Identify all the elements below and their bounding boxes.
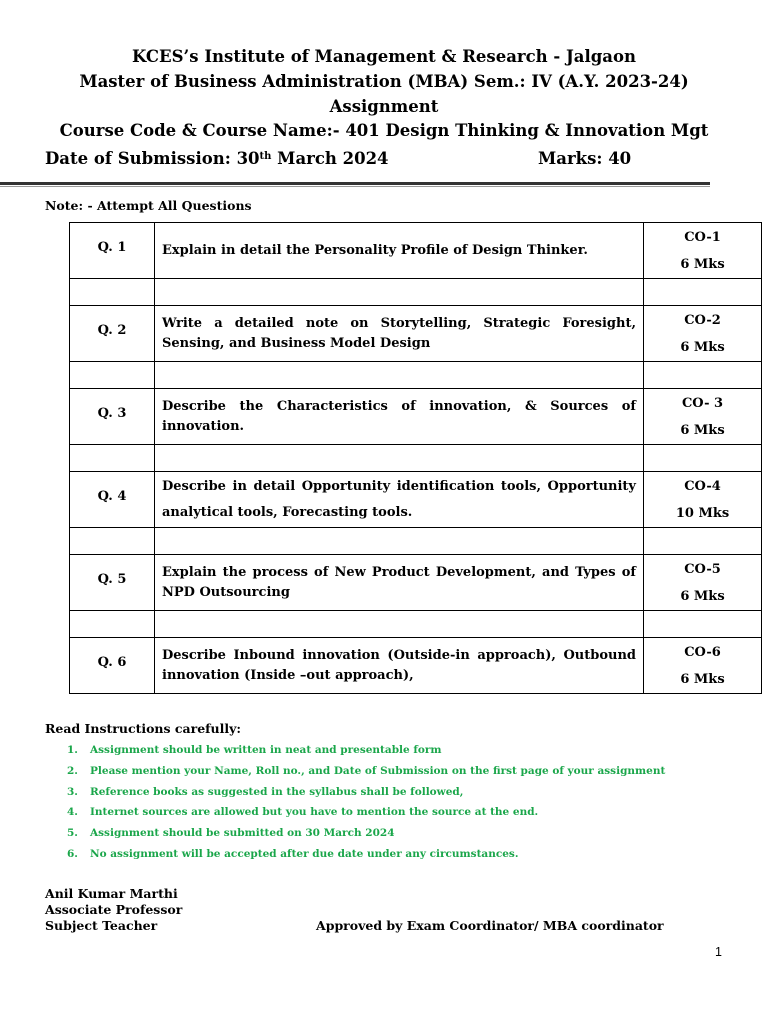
course-title: Course Code & Course Name:- 401 Design Thinking & Innovation Mgt [59, 121, 709, 140]
empty-cell [644, 279, 762, 306]
instruction-number: 1. [67, 744, 78, 756]
teacher-name: Anil Kumar Marthi [45, 886, 178, 901]
question-number-cell [70, 223, 155, 279]
question-row [70, 555, 762, 611]
question-marks: 6 Mks [680, 256, 725, 272]
question-marks: 6 Mks [680, 339, 725, 355]
submission-date [45, 147, 389, 171]
question-row [70, 472, 762, 528]
question-row [70, 389, 762, 445]
question-number: Q. 1 [97, 240, 127, 255]
instruction-text: Reference books as suggested in the syllabus shall be followed, [90, 785, 464, 798]
question-number: Q. 4 [97, 489, 127, 504]
empty-cell [155, 362, 644, 389]
question-number-cell [70, 472, 155, 528]
spacer-row [70, 528, 762, 555]
question-text: Explain in detail the Personality Profile of Design Thinker. [155, 223, 644, 279]
question-number-cell [70, 555, 155, 611]
question-marks: 10 Mks [675, 505, 730, 521]
instruction-text: Assignment should be submitted on 30 March 2024 [90, 827, 395, 840]
teacher-designation: Associate Professor [45, 902, 183, 917]
instruction-item [45, 802, 725, 823]
instructions-list [45, 740, 725, 865]
question-row [70, 638, 762, 694]
question-number: Q. 2 [97, 323, 127, 338]
instruction-text: Please mention your Name, Roll no., and Date of Submission on the first page of your assignment [90, 764, 666, 777]
question-number: Q. 6 [97, 655, 127, 670]
instruction-number: 4. [67, 806, 78, 819]
question-number: Q. 3 [97, 406, 127, 421]
course-outcome-marks-cell [644, 306, 762, 362]
instruction-text: No assignment will be accepted after due date under any circumstances. [90, 847, 519, 860]
empty-cell [70, 362, 155, 389]
course-outcome-marks-cell [644, 389, 762, 445]
course-outcome-marks-cell [644, 638, 762, 694]
empty-cell [644, 362, 762, 389]
header-divider [0, 182, 710, 185]
question-number: Q. 5 [97, 572, 127, 587]
course-outcome-marks-cell [644, 223, 762, 279]
course-outcome: CO-2 [684, 312, 721, 328]
question-text: Write a detailed note on Storytelling, Strategic Foresight, Sensing, and Business Model Design [155, 306, 644, 362]
instruction-item [45, 761, 725, 782]
empty-cell [70, 611, 155, 638]
submission-date-suffix: March 2024 [271, 149, 389, 168]
document-type: Assignment [329, 97, 439, 116]
question-marks: 6 Mks [680, 671, 725, 687]
question-number-cell [70, 306, 155, 362]
question-number-cell [70, 638, 155, 694]
empty-cell [70, 445, 155, 472]
spacer-row [70, 611, 762, 638]
question-number-cell [70, 389, 155, 445]
course-outcome: CO-1 [684, 229, 721, 245]
empty-cell [70, 279, 155, 306]
instruction-number: 3. [67, 785, 78, 798]
question-text: Describe Inbound innovation (Outside-in approach), Outbound innovation (Inside –out approach), [155, 638, 644, 694]
instruction-number: 5. [67, 827, 78, 840]
note-text: Note: - Attempt All Questions [45, 198, 252, 213]
instruction-text: Internet sources are allowed but you have to mention the source at the end. [90, 806, 539, 819]
instruction-text: Assignment should be written in neat and presentable form [90, 744, 442, 756]
course-outcome: CO-6 [684, 644, 721, 660]
empty-cell [155, 279, 644, 306]
instructions-heading: Read Instructions carefully: [45, 721, 241, 736]
instruction-item [45, 740, 725, 761]
instruction-item [45, 782, 725, 803]
course-outcome: CO- 3 [681, 395, 724, 411]
submission-date-ordinal: th [259, 151, 272, 162]
instruction-item [45, 823, 725, 844]
empty-cell [644, 528, 762, 555]
total-marks: Marks: 40 [538, 149, 632, 168]
approval-note: Approved by Exam Coordinator/ MBA coordinator [316, 918, 664, 933]
empty-cell [155, 445, 644, 472]
empty-cell [644, 611, 762, 638]
questions-table [69, 222, 762, 694]
empty-cell [155, 528, 644, 555]
question-text: Describe in detail Opportunity identification tools, Opportunity analytical tools, Forecasting tools. [155, 472, 644, 528]
spacer-row [70, 279, 762, 306]
question-row [70, 223, 762, 279]
question-text: Explain the process of New Product Development, and Types of NPD Outsourcing [155, 555, 644, 611]
empty-cell [155, 611, 644, 638]
submission-date-prefix: Date of Submission: 30 [45, 149, 260, 168]
instruction-item [45, 844, 725, 865]
institute-title: KCES’s Institute of Management & Research - Jalgaon [132, 47, 636, 66]
page-number: 1 [715, 945, 722, 959]
question-marks: 6 Mks [680, 422, 725, 438]
course-outcome-marks-cell [644, 472, 762, 528]
program-title: Master of Business Administration (MBA) Sem.: IV (A.Y. 2023-24) [79, 72, 689, 91]
teacher-role: Subject Teacher [45, 918, 158, 933]
empty-cell [644, 445, 762, 472]
header-divider-thin [0, 186, 710, 187]
instruction-number: 6. [67, 847, 78, 860]
course-outcome: CO-5 [684, 561, 721, 577]
spacer-row [70, 362, 762, 389]
question-text: Describe the Characteristics of innovation, & Sources of innovation. [155, 389, 644, 445]
empty-cell [70, 528, 155, 555]
question-marks: 6 Mks [680, 588, 725, 604]
course-outcome-marks-cell [644, 555, 762, 611]
course-outcome: CO-4 [684, 478, 721, 494]
spacer-row [70, 445, 762, 472]
question-row [70, 306, 762, 362]
instruction-number: 2. [67, 764, 78, 777]
